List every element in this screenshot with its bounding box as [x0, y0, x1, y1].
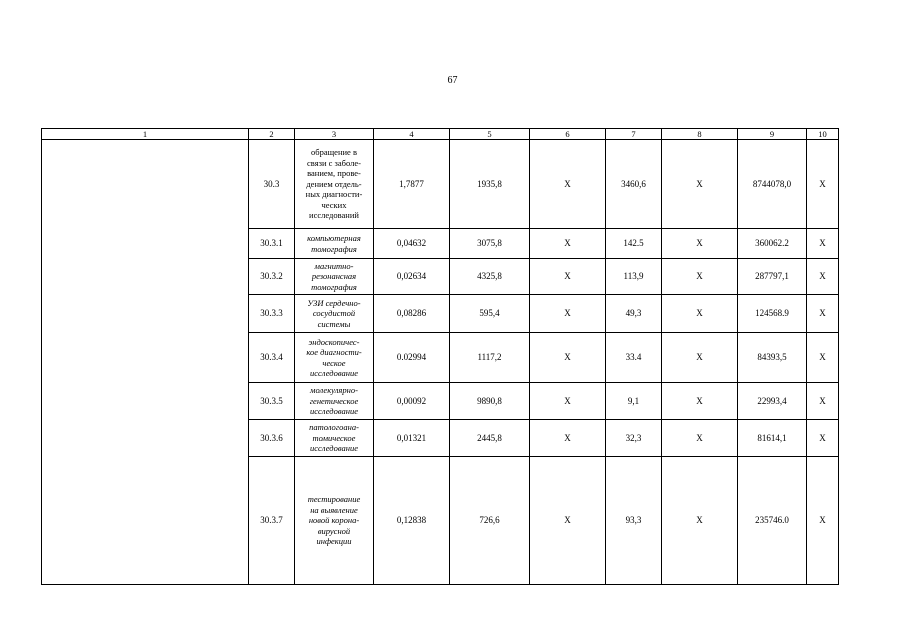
row-value-cell-c10: Х: [807, 333, 839, 383]
row-value-cell-c9: 235746.0: [738, 457, 807, 585]
row-description-cell: [295, 140, 374, 229]
row-value-cell-c10: Х: [807, 457, 839, 585]
row-code-cell: 30.3.1: [249, 229, 295, 259]
row-value-cell-c8: Х: [662, 295, 738, 333]
header-cell: 2: [249, 129, 295, 140]
header-cell: 5: [450, 129, 530, 140]
description-line: исследование: [310, 406, 358, 417]
header-cell: 1: [42, 129, 249, 140]
description-line: ческих: [321, 199, 347, 210]
table-row: [42, 140, 839, 229]
row-value-cell-c8: Х: [662, 140, 738, 229]
row-value-cell-c5: 4325,8: [450, 259, 530, 295]
table-header-row: [42, 129, 839, 140]
description-line: томография: [311, 243, 357, 254]
description-line: новой корона-: [308, 515, 360, 526]
row-description-cell: [295, 420, 374, 457]
description-line: томография: [311, 281, 357, 292]
row-value-cell-c4: 0,02634: [374, 259, 450, 295]
description-line: патологоана-: [309, 422, 359, 433]
row-value-cell-c7: 32,3: [606, 420, 662, 457]
description-line: системы: [317, 318, 351, 329]
row-value-cell-c5: 1117,2: [450, 333, 530, 383]
row-value-cell-c8: Х: [662, 457, 738, 585]
description-line: связи с заболе-: [307, 157, 361, 168]
row-value-cell-c10: Х: [807, 295, 839, 333]
row-code-cell: 30.3.2: [249, 259, 295, 295]
row-value-cell-c9: 8744078,0: [738, 140, 807, 229]
row-value-cell-c10: Х: [807, 259, 839, 295]
header-cell: 8: [662, 129, 738, 140]
description-line: исследование: [310, 368, 358, 378]
row-value-cell-c9: 287797,1: [738, 259, 807, 295]
row-description-cell: [295, 259, 374, 295]
description-line: кое диагности-: [306, 347, 362, 357]
header-cell: 4: [374, 129, 450, 140]
row-value-cell-c6: Х: [530, 420, 606, 457]
description-line: инфекции: [316, 536, 352, 547]
description-line: на выявление: [310, 504, 358, 515]
row-value-cell-c7: 142.5: [606, 229, 662, 259]
row-value-cell-c5: 595,4: [450, 295, 530, 333]
description-line: ческое: [322, 357, 346, 368]
row-code-cell: 30.3: [249, 140, 295, 229]
header-cell: 9: [738, 129, 807, 140]
row-code-cell: 30.3.3: [249, 295, 295, 333]
description-line: вирусной: [317, 525, 351, 536]
row-value-cell-c4: 0.02994: [374, 333, 450, 383]
row-value-cell-c7: 93,3: [606, 457, 662, 585]
row-value-cell-c7: 33.4: [606, 333, 662, 383]
row-value-cell-c9: 84393,5: [738, 333, 807, 383]
row-code-cell: 30.3.7: [249, 457, 295, 585]
row-value-cell-c10: Х: [807, 229, 839, 259]
header-cell: 6: [530, 129, 606, 140]
row-description-cell: [295, 333, 374, 383]
row-value-cell-c6: Х: [530, 229, 606, 259]
description-line: эндоскопичес-: [308, 336, 360, 347]
empty-merged-cell: [42, 140, 249, 585]
description-line: ванием, прове-: [307, 168, 361, 179]
row-value-cell-c4: 0,01321: [374, 420, 450, 457]
row-value-cell-c8: Х: [662, 420, 738, 457]
row-value-cell-c10: Х: [807, 420, 839, 457]
header-cell: 7: [606, 129, 662, 140]
row-value-cell-c6: Х: [530, 259, 606, 295]
page-number: 67: [447, 75, 458, 86]
description-line: молекулярно-: [310, 385, 358, 396]
row-value-cell-c8: Х: [662, 259, 738, 295]
row-value-cell-c6: Х: [530, 383, 606, 420]
description-line: ных диагности-: [305, 189, 363, 200]
row-value-cell-c4: 1,7877: [374, 140, 450, 229]
row-value-cell-c8: Х: [662, 383, 738, 420]
row-value-cell-c6: Х: [530, 295, 606, 333]
row-value-cell-c5: 2445,8: [450, 420, 530, 457]
description-line: сосудистой: [312, 308, 356, 319]
row-code-cell: 30.3.5: [249, 383, 295, 420]
row-description-cell: [295, 457, 374, 585]
row-value-cell-c6: Х: [530, 457, 606, 585]
row-value-cell-c6: Х: [530, 140, 606, 229]
row-value-cell-c10: Х: [807, 140, 839, 229]
row-value-cell-c4: 0,00092: [374, 383, 450, 420]
description-line: обращение в: [311, 147, 357, 158]
row-value-cell-c10: Х: [807, 383, 839, 420]
header-cell: 10: [807, 129, 839, 140]
row-description-cell: [295, 229, 374, 259]
description-line: УЗИ сердечно-: [307, 297, 361, 308]
header-cell: 3: [295, 129, 374, 140]
row-value-cell-c4: 0,08286: [374, 295, 450, 333]
row-value-cell-c8: Х: [662, 333, 738, 383]
row-value-cell-c7: 113,9: [606, 259, 662, 295]
row-value-cell-c9: 124568.9: [738, 295, 807, 333]
description-line: дением отдель-: [306, 178, 362, 189]
row-value-cell-c4: 0,04632: [374, 229, 450, 259]
data-table: [41, 128, 839, 585]
description-line: компьютерная: [307, 233, 361, 243]
description-line: генетическое: [309, 395, 359, 406]
description-line: резонансная: [311, 271, 357, 282]
row-value-cell-c8: Х: [662, 229, 738, 259]
row-value-cell-c7: 49,3: [606, 295, 662, 333]
row-value-cell-c7: 3460,6: [606, 140, 662, 229]
row-value-cell-c5: 3075,8: [450, 229, 530, 259]
row-value-cell-c6: Х: [530, 333, 606, 383]
row-code-cell: 30.3.4: [249, 333, 295, 383]
row-description-cell: [295, 295, 374, 333]
row-value-cell-c9: 81614,1: [738, 420, 807, 457]
row-value-cell-c4: 0,12838: [374, 457, 450, 585]
row-value-cell-c9: 360062.2: [738, 229, 807, 259]
description-line: магнитно-: [314, 260, 354, 271]
row-description-cell: [295, 383, 374, 420]
row-value-cell-c5: 9890,8: [450, 383, 530, 420]
description-line: томическое: [312, 432, 356, 443]
row-value-cell-c5: 1935,8: [450, 140, 530, 229]
row-value-cell-c5: 726,6: [450, 457, 530, 585]
row-value-cell-c9: 22993,4: [738, 383, 807, 420]
row-value-cell-c7: 9,1: [606, 383, 662, 420]
description-line: тестирование: [307, 494, 361, 505]
description-line: исследований: [309, 210, 359, 221]
description-line: исследование: [310, 443, 358, 454]
row-code-cell: 30.3.6: [249, 420, 295, 457]
